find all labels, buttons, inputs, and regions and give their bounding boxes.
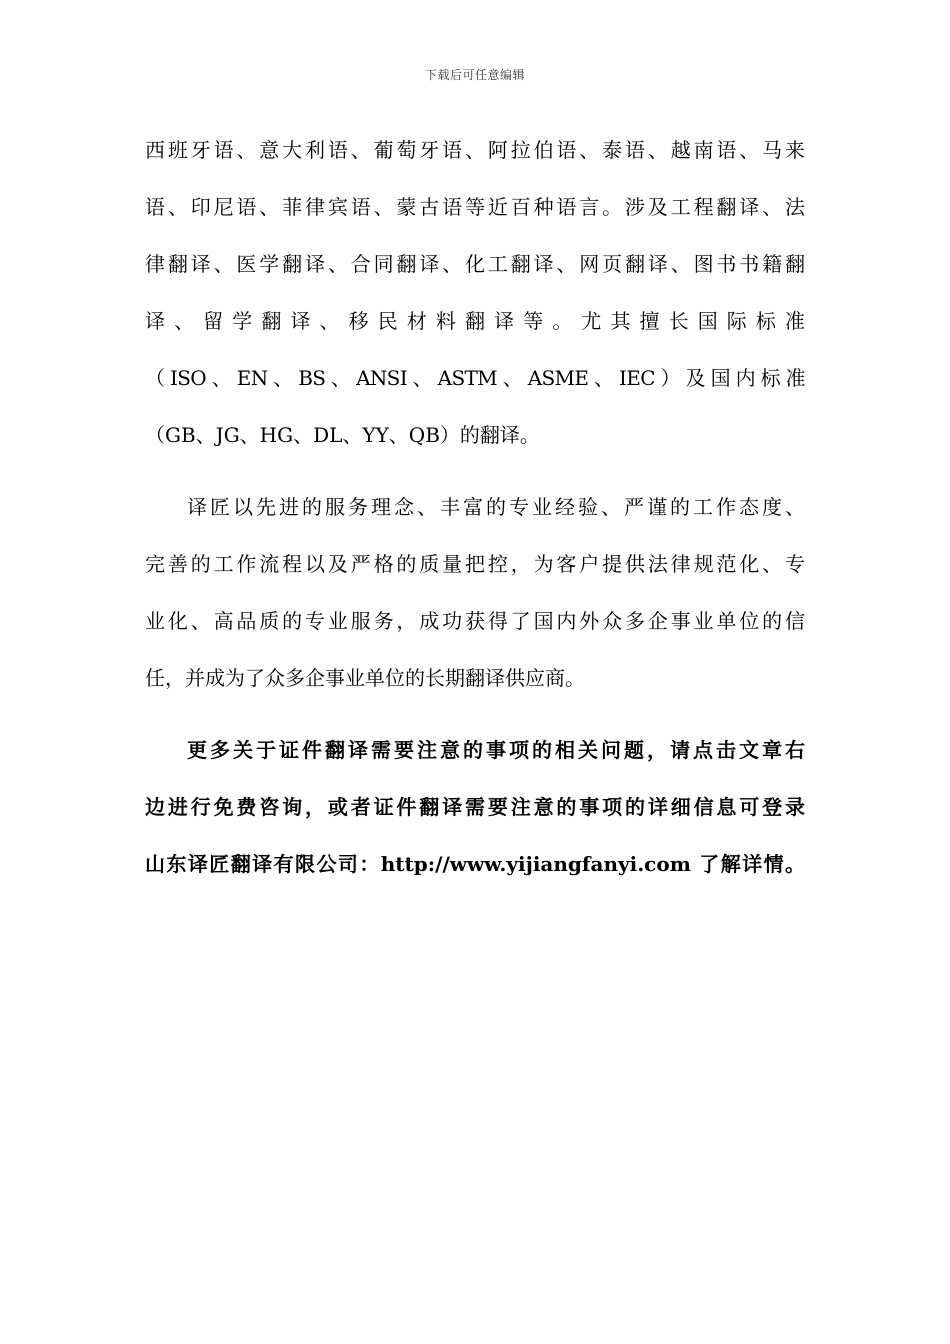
text-line: 语、印尼语、菲律宾语、蒙古语等近百种语言。涉及工程翻译、法 <box>145 195 805 219</box>
paragraph-spacer <box>145 464 805 479</box>
text-line: （ ISO 、 EN 、 BS 、 ANSI 、 ASTM 、 ASME 、 IEC ） 及 国 内 标 准 <box>145 366 806 390</box>
paragraph-spacer <box>145 707 805 722</box>
paragraph-languages <box>145 122 805 464</box>
text-line: 译 、 留 学 翻 译 、 移 民 材 料 翻 译 等 。 尤 其 擅 长 国 际 标 准 <box>145 309 805 333</box>
text-line: 业化、高品质的专业服务，成功获得了国内外众多企事业单位的信 <box>145 609 805 633</box>
page-header: 下载后可任意编辑 <box>424 68 525 82</box>
text-line: （GB、JG、HG、DL、YY、QB）的翻译。 <box>145 423 540 447</box>
text-line: 西班牙语、意大利语、葡萄牙语、阿拉伯语、泰语、越南语、马来 <box>145 138 805 162</box>
contact-line: 山东译匠翻译有限公司：http://www.yijiangfanyi.com 了解详情。 <box>145 852 805 876</box>
text-line: 律翻译、医学翻译、合同翻译、化工翻译、网页翻译、图书书籍翻 <box>145 252 805 276</box>
text-line: 完善的工作流程以及严格的质量把控，为客户提供法律规范化、专 <box>145 552 805 576</box>
paragraph-contact <box>145 722 805 893</box>
text-line: 边进行免费咨询，或者证件翻译需要注意的事项的详细信息可登录 <box>145 795 805 819</box>
paragraph-service <box>145 479 805 707</box>
text-line: 译匠以先进的服务理念、丰富的专业经验、严谨的工作态度、 <box>187 495 805 519</box>
text-line: 任，并成为了众多企事业单位的长期翻译供应商。 <box>145 666 585 690</box>
text-line: 更多关于证件翻译需要注意的事项的相关问题，请点击文章右 <box>187 738 805 762</box>
document-body <box>145 122 805 893</box>
